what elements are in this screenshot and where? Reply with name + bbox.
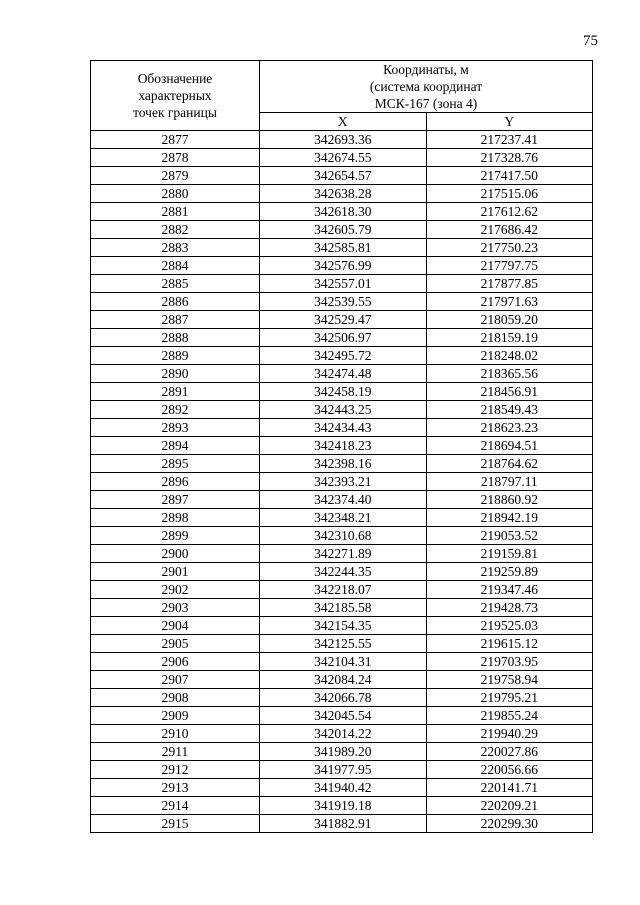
y-coordinate-cell: 219347.46	[426, 581, 593, 599]
x-coordinate-cell: 342495.72	[260, 347, 427, 365]
table-row	[91, 725, 593, 743]
table-row	[91, 473, 593, 491]
point-header-line: Обозначение	[137, 71, 213, 86]
table-row	[91, 617, 593, 635]
point-id-cell: 2884	[91, 257, 260, 275]
x-coordinate-cell: 341940.42	[260, 779, 427, 797]
point-id-cell: 2904	[91, 617, 260, 635]
point-header-line: характерных	[138, 88, 212, 103]
point-id-cell: 2891	[91, 383, 260, 401]
x-coordinate-cell: 342674.55	[260, 149, 427, 167]
table-body	[91, 131, 593, 833]
point-id-cell: 2895	[91, 455, 260, 473]
y-coordinate-cell: 219940.29	[426, 725, 593, 743]
point-id-cell: 2915	[91, 815, 260, 833]
x-coordinate-cell: 341989.20	[260, 743, 427, 761]
point-id-cell: 2877	[91, 131, 260, 149]
table-row	[91, 383, 593, 401]
table-row	[91, 329, 593, 347]
table-row	[91, 437, 593, 455]
point-id-cell: 2906	[91, 653, 260, 671]
table-row	[91, 815, 593, 833]
x-coordinate-cell: 342576.99	[260, 257, 427, 275]
table-row	[91, 167, 593, 185]
table-row	[91, 671, 593, 689]
point-id-cell: 2898	[91, 509, 260, 527]
table-row	[91, 509, 593, 527]
point-designation-header	[91, 61, 260, 131]
coordinates-header	[260, 61, 593, 113]
coordinates-table	[90, 60, 593, 833]
table-row	[91, 491, 593, 509]
point-id-cell: 2914	[91, 797, 260, 815]
point-id-cell: 2882	[91, 221, 260, 239]
y-coordinate-cell: 217971.63	[426, 293, 593, 311]
y-coordinate-cell: 218248.02	[426, 347, 593, 365]
y-coordinate-cell: 218365.56	[426, 365, 593, 383]
y-coordinate-cell: 218059.20	[426, 311, 593, 329]
table-row	[91, 653, 593, 671]
point-id-cell: 2912	[91, 761, 260, 779]
point-id-cell: 2887	[91, 311, 260, 329]
y-coordinate-cell: 219259.89	[426, 563, 593, 581]
table-row	[91, 401, 593, 419]
y-coordinate-cell: 217612.62	[426, 203, 593, 221]
y-coordinate-cell: 219855.24	[426, 707, 593, 725]
y-coordinate-cell: 220056.66	[426, 761, 593, 779]
point-id-cell: 2894	[91, 437, 260, 455]
x-coordinate-cell: 342218.07	[260, 581, 427, 599]
coords-header-line: (система координат	[369, 79, 483, 94]
table-row	[91, 599, 593, 617]
y-coordinate-cell: 217797.75	[426, 257, 593, 275]
table-row	[91, 275, 593, 293]
y-coordinate-cell: 217686.42	[426, 221, 593, 239]
table-row	[91, 761, 593, 779]
x-column-header: X	[260, 113, 427, 131]
y-coordinate-cell: 219159.81	[426, 545, 593, 563]
point-id-cell: 2913	[91, 779, 260, 797]
table-row	[91, 257, 593, 275]
table-row	[91, 797, 593, 815]
table-row	[91, 581, 593, 599]
x-coordinate-cell: 342638.28	[260, 185, 427, 203]
point-id-cell: 2885	[91, 275, 260, 293]
table-row	[91, 365, 593, 383]
point-id-cell: 2905	[91, 635, 260, 653]
x-coordinate-cell: 342084.24	[260, 671, 427, 689]
point-id-cell: 2907	[91, 671, 260, 689]
table-row	[91, 131, 593, 149]
point-id-cell: 2886	[91, 293, 260, 311]
table-row	[91, 563, 593, 581]
y-coordinate-cell: 218860.92	[426, 491, 593, 509]
x-coordinate-cell: 342310.68	[260, 527, 427, 545]
x-coordinate-cell: 342654.57	[260, 167, 427, 185]
point-id-cell: 2911	[91, 743, 260, 761]
table-row	[91, 527, 593, 545]
y-coordinate-cell: 220209.21	[426, 797, 593, 815]
x-coordinate-cell: 342557.01	[260, 275, 427, 293]
y-coordinate-cell: 220299.30	[426, 815, 593, 833]
x-coordinate-cell: 342618.30	[260, 203, 427, 221]
table-row	[91, 545, 593, 563]
x-coordinate-cell: 342539.55	[260, 293, 427, 311]
y-coordinate-cell: 219795.21	[426, 689, 593, 707]
y-coordinate-cell: 218694.51	[426, 437, 593, 455]
point-id-cell: 2890	[91, 365, 260, 383]
x-coordinate-cell: 342271.89	[260, 545, 427, 563]
point-id-cell: 2881	[91, 203, 260, 221]
point-id-cell: 2892	[91, 401, 260, 419]
y-coordinate-cell: 218159.19	[426, 329, 593, 347]
x-coordinate-cell: 342244.35	[260, 563, 427, 581]
y-coordinate-cell: 217877.85	[426, 275, 593, 293]
y-coordinate-cell: 217417.50	[426, 167, 593, 185]
point-id-cell: 2879	[91, 167, 260, 185]
y-coordinate-cell: 218942.19	[426, 509, 593, 527]
x-coordinate-cell: 342045.54	[260, 707, 427, 725]
table-row	[91, 221, 593, 239]
y-coordinate-cell: 219615.12	[426, 635, 593, 653]
x-coordinate-cell: 342104.31	[260, 653, 427, 671]
x-coordinate-cell: 342348.21	[260, 509, 427, 527]
x-coordinate-cell: 342125.55	[260, 635, 427, 653]
table-row	[91, 239, 593, 257]
y-coordinate-cell: 219428.73	[426, 599, 593, 617]
point-id-cell: 2902	[91, 581, 260, 599]
x-coordinate-cell: 341919.18	[260, 797, 427, 815]
x-coordinate-cell: 341977.95	[260, 761, 427, 779]
point-id-cell: 2899	[91, 527, 260, 545]
point-id-cell: 2893	[91, 419, 260, 437]
y-coordinate-cell: 217750.23	[426, 239, 593, 257]
table-row	[91, 689, 593, 707]
point-id-cell: 2896	[91, 473, 260, 491]
x-coordinate-cell: 342529.47	[260, 311, 427, 329]
table-row	[91, 779, 593, 797]
y-coordinate-cell: 219525.03	[426, 617, 593, 635]
x-coordinate-cell: 342066.78	[260, 689, 427, 707]
point-id-cell: 2883	[91, 239, 260, 257]
point-id-cell: 2908	[91, 689, 260, 707]
point-id-cell: 2910	[91, 725, 260, 743]
point-id-cell: 2880	[91, 185, 260, 203]
table-row	[91, 203, 593, 221]
x-coordinate-cell: 342605.79	[260, 221, 427, 239]
page-number: 75	[583, 33, 598, 49]
point-id-cell: 2878	[91, 149, 260, 167]
x-coordinate-cell: 341882.91	[260, 815, 427, 833]
y-coordinate-cell: 218623.23	[426, 419, 593, 437]
y-coordinate-cell: 219703.95	[426, 653, 593, 671]
table-row	[91, 149, 593, 167]
x-coordinate-cell: 342014.22	[260, 725, 427, 743]
table-header-row	[91, 61, 593, 113]
y-coordinate-cell: 218549.43	[426, 401, 593, 419]
x-coordinate-cell: 342693.36	[260, 131, 427, 149]
coords-header-line: МСК-167 (зона 4)	[374, 96, 478, 111]
point-id-cell: 2897	[91, 491, 260, 509]
x-coordinate-cell: 342418.23	[260, 437, 427, 455]
point-id-cell: 2888	[91, 329, 260, 347]
y-coordinate-cell: 217328.76	[426, 149, 593, 167]
x-coordinate-cell: 342398.16	[260, 455, 427, 473]
point-id-cell: 2903	[91, 599, 260, 617]
y-coordinate-cell: 220027.86	[426, 743, 593, 761]
y-coordinate-cell: 220141.71	[426, 779, 593, 797]
y-coordinate-cell: 218456.91	[426, 383, 593, 401]
y-coordinate-cell: 217515.06	[426, 185, 593, 203]
point-id-cell: 2900	[91, 545, 260, 563]
point-header-line: точек границы	[133, 105, 217, 120]
point-id-cell: 2889	[91, 347, 260, 365]
x-coordinate-cell: 342506.97	[260, 329, 427, 347]
y-coordinate-cell: 217237.41	[426, 131, 593, 149]
table-row	[91, 455, 593, 473]
x-coordinate-cell: 342374.40	[260, 491, 427, 509]
x-coordinate-cell: 342458.19	[260, 383, 427, 401]
table-row	[91, 185, 593, 203]
x-coordinate-cell: 342185.58	[260, 599, 427, 617]
table-row	[91, 635, 593, 653]
table-row	[91, 743, 593, 761]
table-row	[91, 311, 593, 329]
point-id-cell: 2901	[91, 563, 260, 581]
x-coordinate-cell: 342434.43	[260, 419, 427, 437]
coords-header-line: Координаты, м	[383, 62, 469, 77]
y-coordinate-cell: 219758.94	[426, 671, 593, 689]
point-id-cell: 2909	[91, 707, 260, 725]
x-coordinate-cell: 342154.35	[260, 617, 427, 635]
table-row	[91, 347, 593, 365]
y-coordinate-cell: 218797.11	[426, 473, 593, 491]
y-column-header: Y	[426, 113, 593, 131]
y-coordinate-cell: 218764.62	[426, 455, 593, 473]
x-coordinate-cell: 342393.21	[260, 473, 427, 491]
x-coordinate-cell: 342585.81	[260, 239, 427, 257]
x-coordinate-cell: 342474.48	[260, 365, 427, 383]
x-coordinate-cell: 342443.25	[260, 401, 427, 419]
table-row	[91, 293, 593, 311]
y-coordinate-cell: 219053.52	[426, 527, 593, 545]
table-row	[91, 419, 593, 437]
table-row	[91, 707, 593, 725]
